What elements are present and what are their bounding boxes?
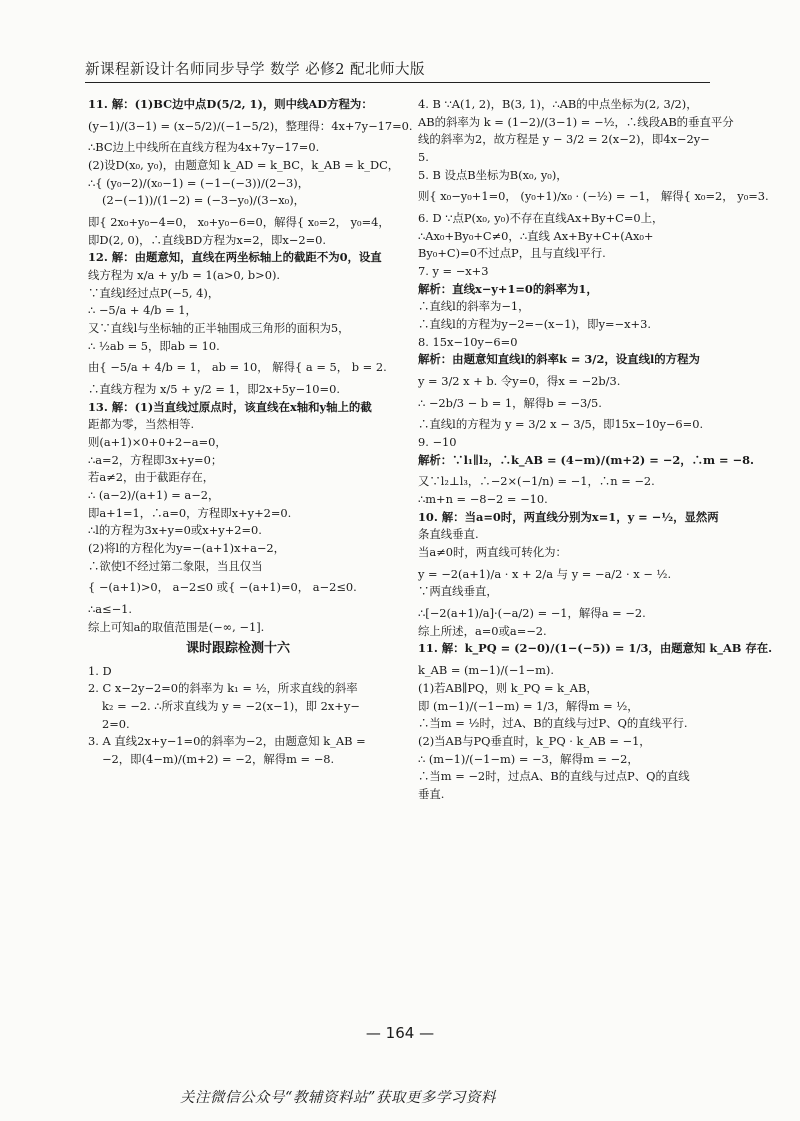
text-line: 1. D [88, 663, 112, 678]
text-line: ∴ −5/a + 4/b = 1， [88, 303, 197, 318]
text-line: ∴ ½ab = 5，即ab = 10. [88, 338, 220, 353]
text-line: y = −2(a+1)/a · x + 2/a 与 y = −a/2 · x − ½. [418, 566, 672, 581]
text-line: { −(a+1)>0， a−2≤0 或{ −(a+1)=0， a−2≤0. [88, 580, 357, 595]
text-line: (2)当AB与PQ垂直时，k_PQ · k_AB = −1， [418, 733, 651, 748]
right-column [418, 96, 773, 804]
text-line: 5. [418, 150, 429, 165]
text-line: 即{ 2x₀+y₀−4=0， x₀+y₀−6=0，解得{ x₀=2， y₀=4， [88, 215, 390, 230]
text-line: 线的斜率为2，故方程是 y − 3/2 = 2(x−2)，即4x−2y− [418, 132, 710, 147]
text-line: ∴当m = ½时，过A、B的直线与过P、Q的直线平行. [418, 716, 688, 731]
text-line: ∴ (a−2)/(a+1) = a−2， [88, 488, 220, 503]
text-line: 又∵l₂⊥l₃，∴−2×(−1/n) = −1，∴n = −2. [418, 474, 655, 489]
text-line: ∴{ (y₀−2)/(x₀−1) = (−1−(−3))/(2−3)， [88, 175, 310, 190]
text-line: 11. 解：k_PQ = (2−0)/(1−(−5)) = 1/3，由题意知 k_AB 存在. [418, 641, 773, 656]
text-line: 线方程为 x/a + y/b = 1(a>0, b>0). [88, 268, 281, 283]
text-line: k₂ = −2. ∴所求直线为 y = −2(x−1)，即 2x+y− [102, 698, 360, 713]
text-line: AB的斜率为 k = (1−2)/(3−1) = −½，∴线段AB的垂直平分 [418, 114, 734, 129]
text-line: 解析：由题意知直线l的斜率k = 3/2，设直线l的方程为 [418, 352, 700, 367]
text-line: ∴直线方程为 x/5 + y/2 = 1，即2x+5y−10=0. [88, 382, 340, 397]
text-line: ∴m+n = −8−2 = −10. [418, 492, 548, 507]
text-line: ∴BC边上中线所在直线方程为4x+7y−17=0. [88, 140, 320, 155]
header-rule [85, 82, 710, 83]
text-line: 距都为零，当然相等. [88, 417, 195, 432]
text-line: 11. 解：(1)BC边中点D(5/2, 1)，则中线AD方程为： [88, 97, 373, 111]
page-number: — 164 — [365, 1024, 435, 1042]
text-line: ∴a≤−1. [88, 602, 132, 617]
text-line: ∴当m = −2时，过点A、B的直线与过点P、Q的直线 [418, 769, 690, 784]
text-line: ∴[−2(a+1)/a]·(−a/2) = −1，解得a = −2. [418, 606, 646, 621]
text-line: 即D(2, 0)，∴直线BD方程为x=2，即x−2=0. [88, 232, 327, 247]
text-line: 则(a+1)×0+0+2−a=0， [88, 435, 227, 450]
text-line: ∵两直线垂直， [418, 584, 498, 599]
text-line: ∴l的方程为3x+y=0或x+y+2=0. [88, 523, 262, 538]
text-line: 8. 15x−10y−6=0 [418, 334, 518, 349]
text-line: 2. C x−2y−2=0的斜率为 k₁ = ½，所求直线的斜率 [88, 681, 358, 696]
text-line: ∴Ax₀+By₀+C≠0，∴直线 Ax+By+C+(Ax₀+ [418, 228, 654, 243]
text-line: 若a≠2，由于截距存在， [88, 470, 215, 485]
text-line: 9. −10 [418, 435, 457, 450]
text-line: 12. 解：由题意知，直线在两坐标轴上的截距不为0，设直 [88, 250, 382, 265]
text-line: 解析：直线x−y+1=0的斜率为1， [418, 281, 598, 296]
text-line: 10. 解：当a=0时，两直线分别为x=1，y = −½，显然两 [418, 509, 719, 524]
text-line: 6. D ∵点P(x₀, y₀)不存在直线Ax+By+C=0上， [418, 211, 664, 226]
text-line: 13. 解：(1)当直线过原点时，该直线在x轴和y轴上的截 [88, 399, 372, 414]
text-line: 4. B ∵A(1, 2)，B(3, 1)，∴AB的中点坐标为(2, 3/2)， [418, 97, 698, 111]
text-line: y = 3/2 x + b. 令y=0，得x = −2b/3. [418, 374, 621, 389]
text-line: 条直线垂直. [418, 527, 479, 542]
text-line: 由{ −5/a + 4/b = 1， ab = 10， 解得{ a = 5， b = 2. [88, 360, 387, 375]
text-line: By₀+C)=0不过点P，且与直线l平行. [418, 246, 606, 261]
text-line: 即a+1=1，∴a=0，方程即x+y+2=0. [88, 505, 292, 520]
text-line: 综上所述，a=0或a=−2. [418, 623, 547, 638]
text-line: ∴直线l的方程为y−2=−(x−1)，即y=−x+3. [418, 317, 651, 332]
text-line: 又∵直线l与坐标轴的正半轴围成三角形的面积为5， [88, 321, 350, 336]
text-line: (2)将l的方程化为y=−(a+1)x+a−2， [88, 541, 286, 556]
text-line: ∴直线l的方程为 y = 3/2 x − 3/5，即15x−10y−6=0. [418, 417, 704, 432]
text-line: 综上可知a的取值范围是(−∞, −1]. [88, 619, 265, 634]
text-line: 当a≠0时，两直线可转化为： [418, 545, 567, 560]
text-line: k_AB = (m−1)/(−1−m). [418, 663, 554, 678]
text-line: ∴直线l的斜率为−1， [418, 299, 530, 314]
text-line: ∴欲使l不经过第二象限，当且仅当 [88, 558, 263, 573]
text-line: −2，即(4−m)/(m+2) = −2，解得m = −8. [102, 751, 335, 766]
text-line: 则{ x₀−y₀+1=0， (y₀+1)/x₀ · (−½) = −1， 解得{ x₀=2， y₀=3. [418, 189, 769, 204]
text-line: (y−1)/(3−1) = (x−5/2)/(−1−5/2)，整理得：4x+7y−17=0. [88, 118, 413, 133]
page-header: 新课程新设计名师同步导学 数学 必修2 配北师大版 [85, 62, 426, 78]
text-line: 7. y = −x+3 [418, 264, 489, 279]
text-line: (2)设D(x₀, y₀)，由题意知 k_AD = k_BC，k_AB = k_DC， [88, 158, 400, 173]
text-line: ∴ −2b/3 − b = 1，解得b = −3/5. [418, 395, 602, 410]
text-line: ∴a=2，方程即3x+y=0； [88, 452, 223, 467]
text-line: 2=0. [102, 716, 130, 731]
text-line: (2−(−1))/(1−2) = (−3−y₀)/(3−x₀)， [102, 193, 306, 208]
left-column [88, 96, 413, 769]
text-line: ∵直线l经过点P(−5, 4)， [88, 285, 220, 300]
footer-note: 关注微信公众号“教辅资料站”获取更多学习资料 [180, 1090, 496, 1106]
text-line: 5. B 设点B坐标为B(x₀, y₀)， [418, 167, 568, 182]
text-line: 垂直. [418, 786, 445, 801]
text-line: 3. A 直线2x+y−1=0的斜率为−2，由题意知 k_AB = [88, 734, 366, 749]
text-line: 即 (m−1)/(−1−m) = 1/3，解得m = ½， [418, 698, 639, 713]
text-line: ∴ (m−1)/(−1−m) = −3，解得m = −2， [418, 751, 639, 766]
text-line: 解析：∵l₁∥l₂，∴k_AB = (4−m)/(m+2) = −2，∴m = −8. [418, 452, 754, 467]
section-title: 课时跟踪检测十六 [185, 641, 290, 657]
text-line: (1)若AB∥PQ，则 k_PQ = k_AB， [418, 680, 598, 695]
